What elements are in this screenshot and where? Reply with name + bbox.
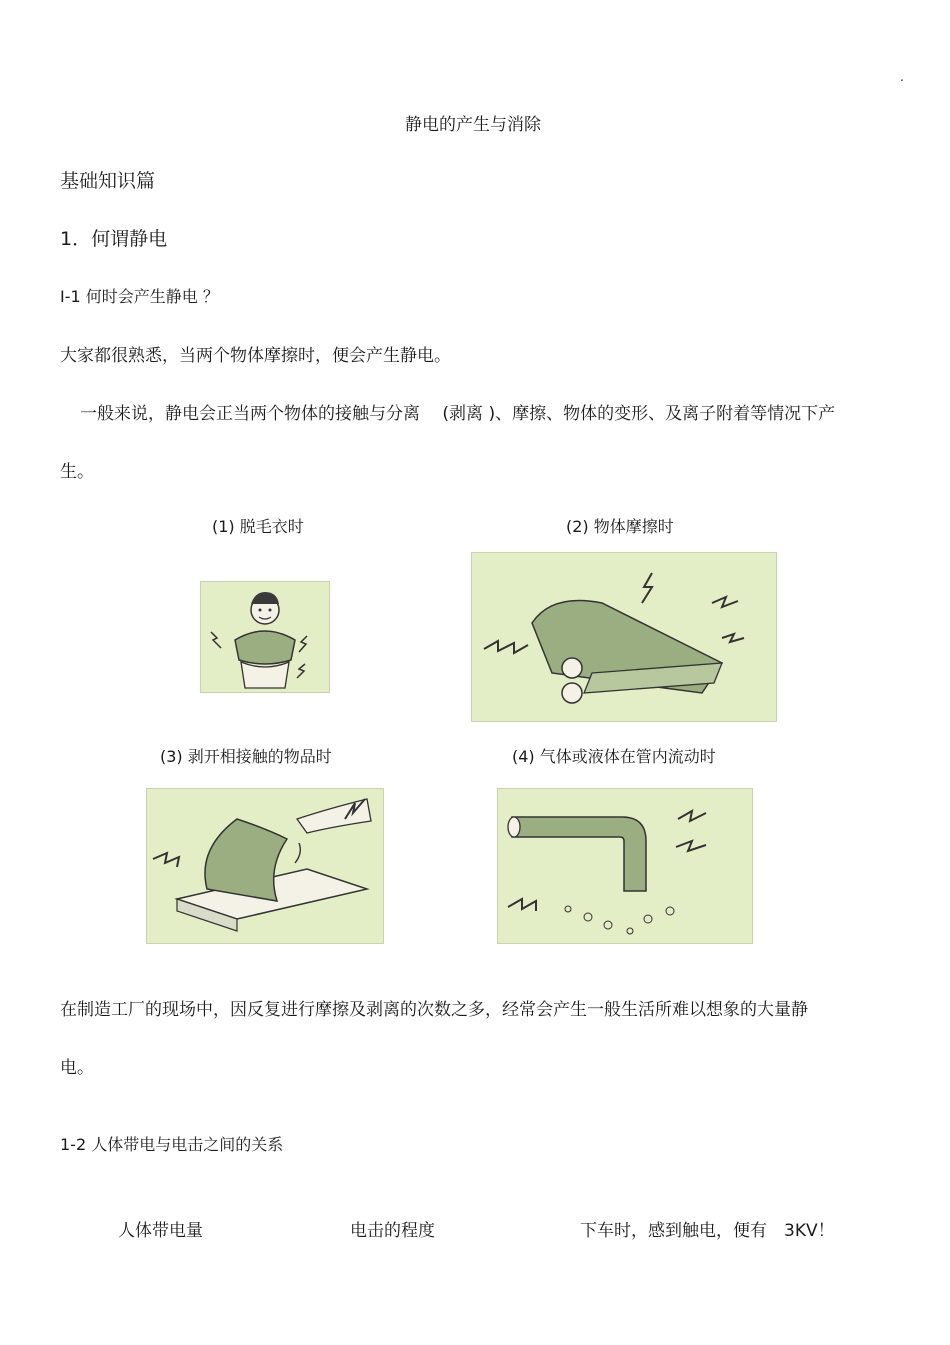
- section-heading: 基础知识篇: [60, 170, 156, 192]
- paragraph-3-line-2: 电。: [60, 1058, 94, 1078]
- table-header-col-1: 人体带电量: [118, 1221, 203, 1241]
- paragraph-3-line-1: 在制造工厂的现场中，因反复进行摩擦及剥离的次数之多，经常会产生一般生活所难以想象的大量静: [60, 1000, 808, 1020]
- sweater-removal-illustration: [200, 581, 330, 693]
- paragraph-2-line-2: 生。: [60, 462, 94, 482]
- paragraph-1: 大家都很熟悉，当两个物体摩擦时，便会产生静电。: [60, 346, 451, 366]
- figure-caption-3: (3) 剥开相接触的物品时: [160, 747, 332, 766]
- sweater-removal-icon: [201, 582, 329, 692]
- peeling-sheet-illustration: [146, 788, 384, 944]
- subsection-heading-1-2: 1-2 人体带电与电击之间的关系: [60, 1135, 284, 1154]
- corner-mark: .: [900, 70, 904, 84]
- peeling-sheet-icon: [147, 789, 383, 943]
- table-header-col-2: 电击的程度: [350, 1221, 435, 1241]
- rollers-friction-illustration: [471, 552, 777, 722]
- pipe-flow-icon: [498, 789, 752, 943]
- figure-caption-2: (2) 物体摩擦时: [566, 517, 674, 536]
- table-header-col-3: 下车时，感到触电，便有 3KV！: [580, 1221, 835, 1241]
- pipe-flow-illustration: [497, 788, 753, 944]
- paragraph-2-line-1: 一般来说，静电会正当两个物体的接触与分离 (剥离 )、摩擦、物体的变形、及离子附着等情况下产: [80, 404, 836, 424]
- page-title: 静电的产生与消除: [405, 115, 541, 135]
- chapter-heading: 1．何谓静电: [60, 228, 168, 250]
- figure-caption-1: (1) 脱毛衣时: [212, 517, 304, 536]
- subsection-heading-1-1: I-1 何时会产生静电 ？: [60, 287, 219, 306]
- figure-caption-4: (4) 气体或液体在管内流动时: [512, 747, 716, 766]
- rollers-friction-icon: [472, 553, 776, 721]
